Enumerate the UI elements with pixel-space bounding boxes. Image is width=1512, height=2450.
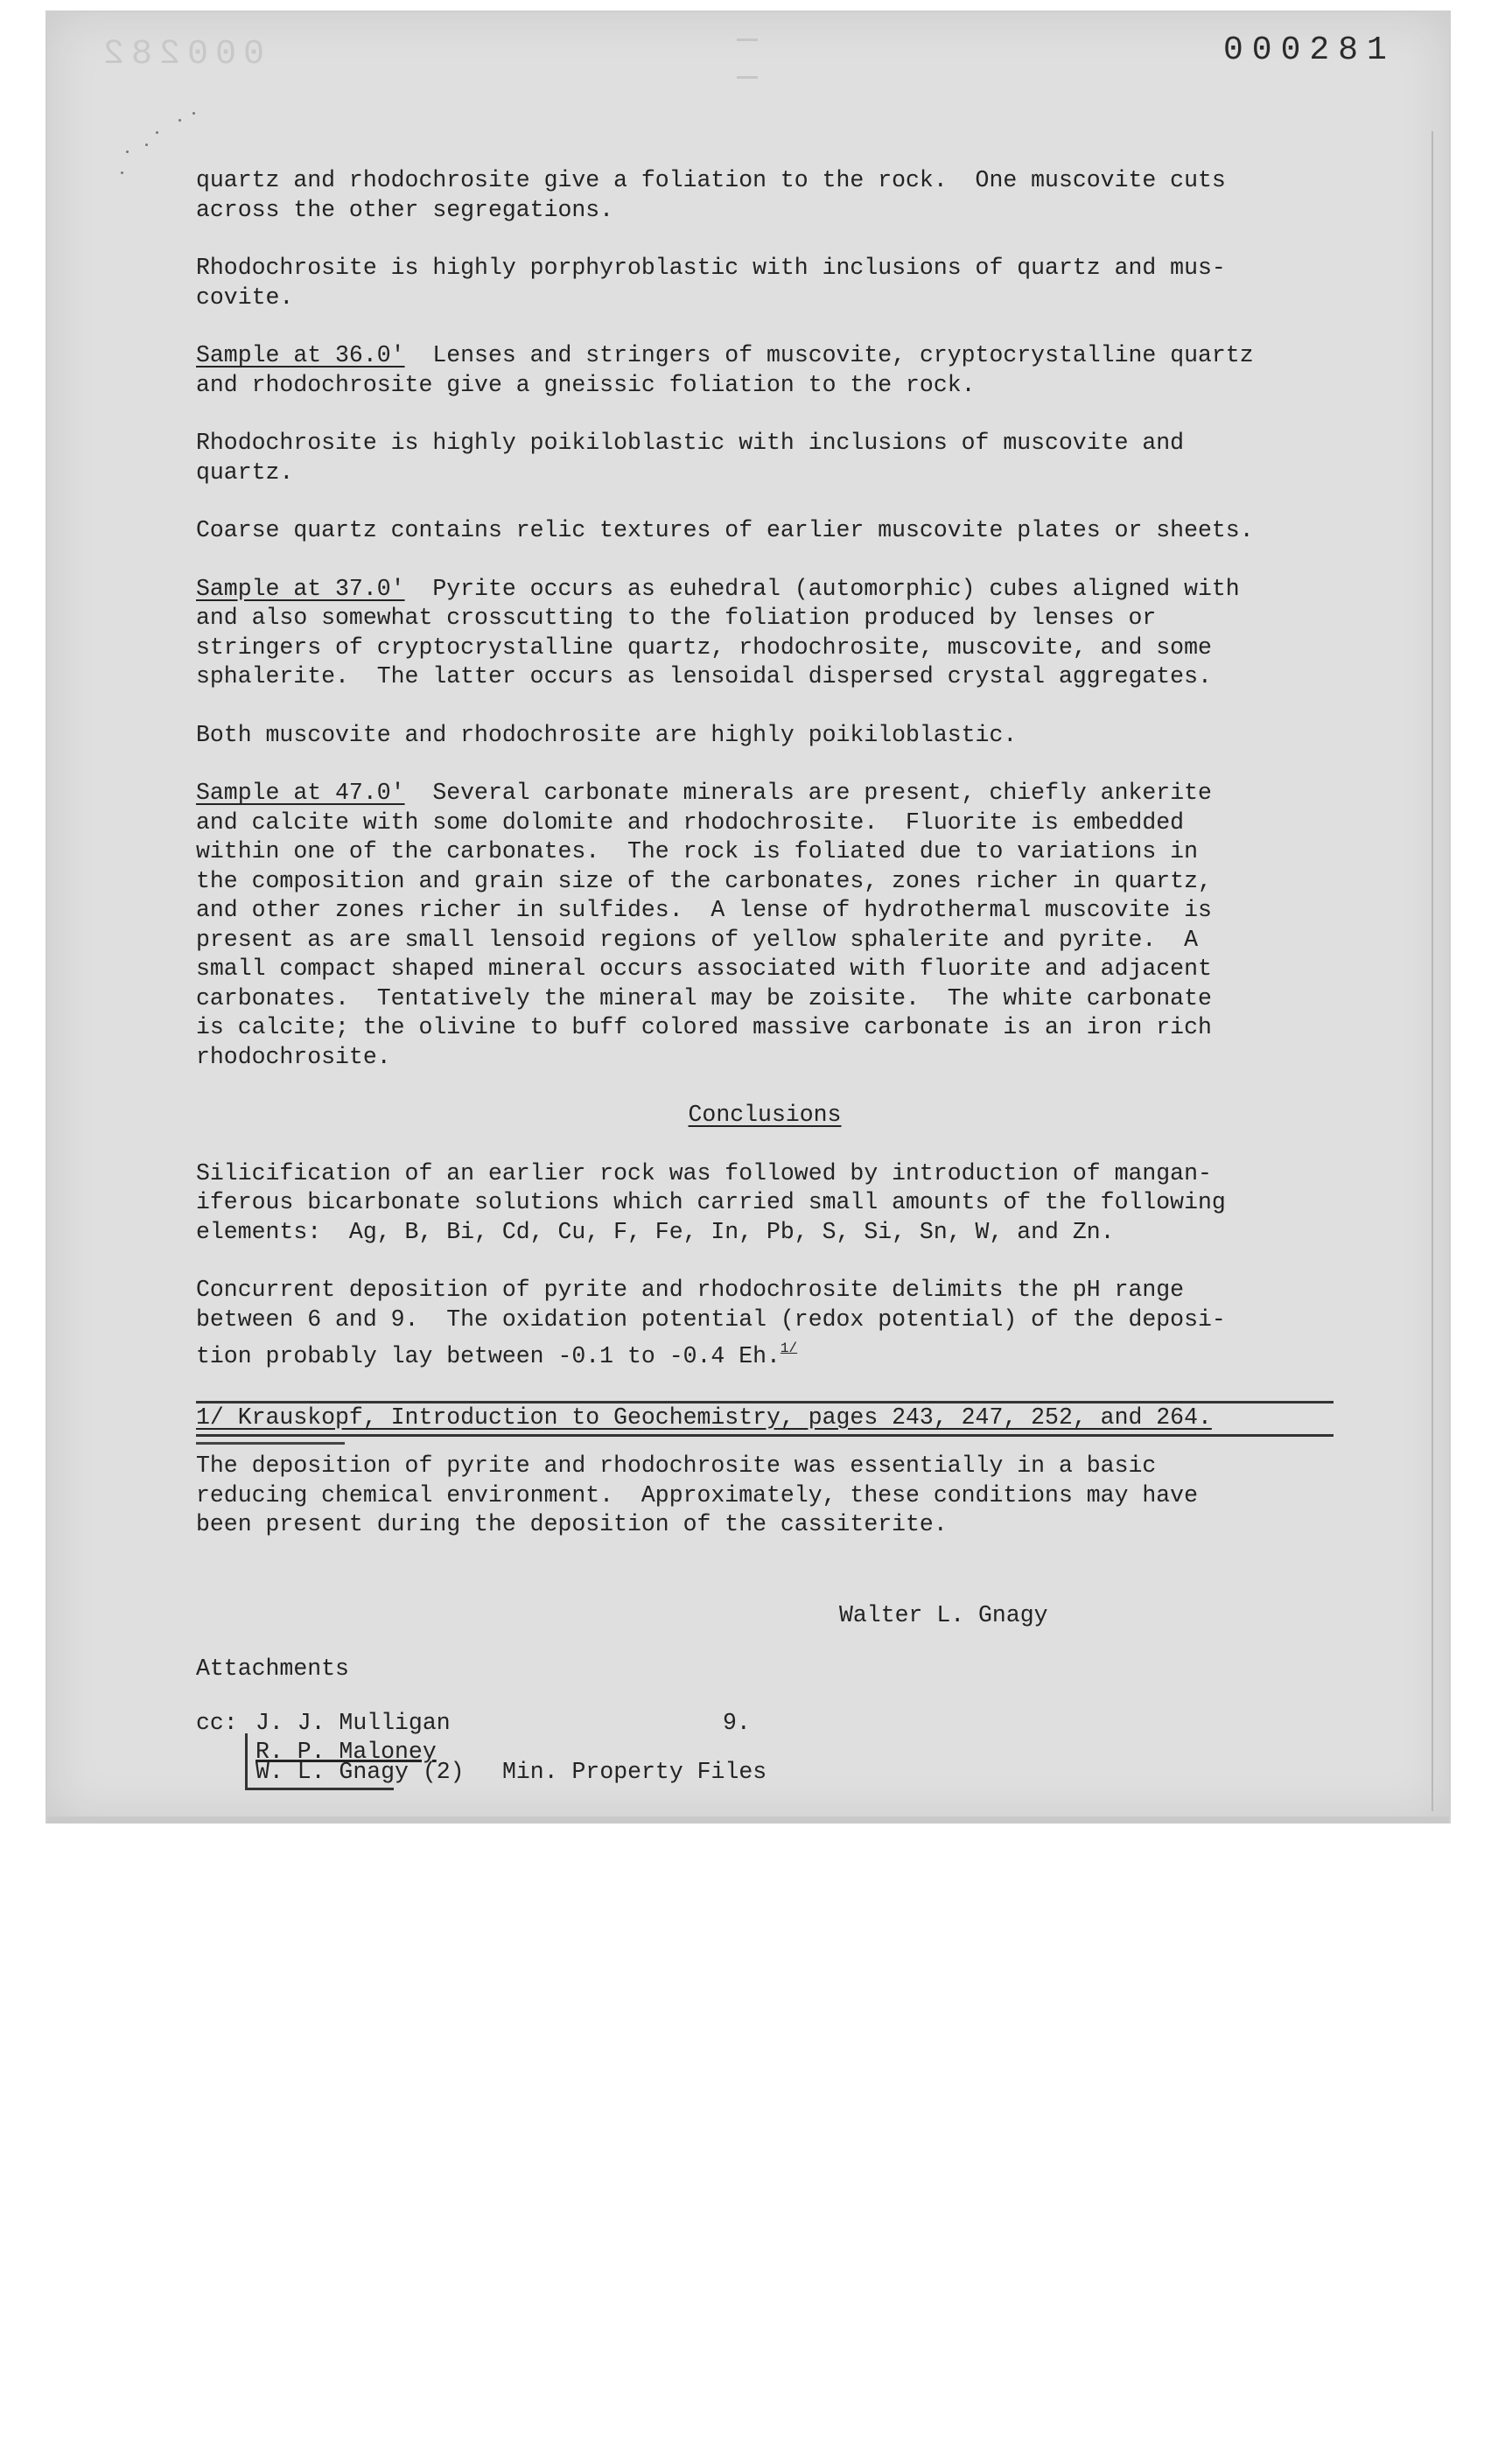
footnote: 1/ Krauskopf, Introduction to Geochemistry, pages 243, 247, 252, and 264. <box>196 1401 1334 1438</box>
document-body <box>196 166 1334 1814</box>
sample-text: Pyrite occurs as euhedral (automorphic) cubes aligned with and also somewhat crosscutting to the foliation produced by lenses or stringers of cryptocrystalline quartz, rhodochrosite, muscovite, and some sphalerite. The latter occurs as lensoidal dispersed crystal aggregates. <box>196 575 1240 690</box>
speck <box>156 131 158 134</box>
conclusions-heading: Conclusions <box>688 1102 842 1128</box>
sample-label: Sample at 37.0' <box>196 575 405 602</box>
footnote-marker: 1/ <box>780 1340 798 1356</box>
paragraph: Coarse quartz contains relic textures of earlier muscovite plates or sheets. <box>196 517 1254 543</box>
speck <box>192 112 195 115</box>
bleed-through-mark <box>737 38 758 79</box>
scan-specks <box>114 105 201 184</box>
speck <box>121 172 123 174</box>
conclusion-paragraph: Silicification of an earlier rock was followed by introduction of mangan- iferous bicarbonate solutions which carried small amounts of the following elements: Ag, B, Bi, Cd, Cu, F, Fe, In, Pb, S, Si, Sn, W, and Zn. <box>196 1159 1226 1245</box>
conclusion-paragraph: The deposition of pyrite and rhodochrosite was essentially in a basic reducing chemical environment. Approximately, these conditions may have been present during the deposition of the cassiterite. <box>196 1452 1198 1537</box>
paragraph: quartz and rhodochrosite give a foliation to the rock. One muscovite cuts across the other segregations. <box>196 167 1226 223</box>
cc-recipient: J. J. Mulligan <box>256 1709 451 1736</box>
paragraph: Rhodochrosite is highly poikiloblastic with inclusions of muscovite and quartz. <box>196 430 1185 486</box>
section-heading <box>196 1101 1334 1130</box>
cc-recipient: Min. Property Files <box>502 1758 767 1785</box>
cc-label: cc: <box>196 1709 238 1736</box>
scan-shadow <box>47 1816 1449 1824</box>
sample-paragraph <box>196 575 1334 692</box>
cc-recipient: W. L. Gnagy (2) <box>256 1758 465 1785</box>
speck <box>178 119 181 122</box>
paragraph: Both muscovite and rhodochrosite are highly poikiloblastic. <box>196 721 1018 748</box>
sample-paragraph <box>196 341 1334 400</box>
footnote-rule <box>196 1442 345 1445</box>
conclusion-paragraph <box>196 1276 1334 1372</box>
sample-text: Lenses and stringers of muscovite, cryptocrystalline quartz and rhodochrosite give a gneissic foliation to the rock. <box>196 342 1254 398</box>
sample-label: Sample at 47.0' <box>196 780 405 806</box>
speck <box>126 150 129 153</box>
handwritten-underline <box>245 1788 394 1790</box>
attachments-label: Attachments <box>196 1656 349 1682</box>
signature: Walter L. Gnagy <box>839 1601 1048 1628</box>
document-number: 000281 <box>1223 32 1396 69</box>
page-number: 9. <box>723 1709 751 1736</box>
paragraph: Rhodochrosite is highly porphyroblastic with inclusions of quartz and mus- covite. <box>196 255 1226 311</box>
bleed-through-number: 000282 <box>96 35 265 74</box>
cc-recipient: R. P. Maloney <box>256 1738 437 1765</box>
speck <box>145 144 148 146</box>
scan-edge <box>1432 131 1433 1811</box>
sample-text: Several carbonate minerals are present, chiefly ankerite and calcite with some dolomite and rhodochrosite. Fluorite is embedded within one of the carbonates. The rock is foliated due to variations in the composition and grain size of the carbonates, zones richer in quartz, and other zones richer in sulfides. A lense of hydrothermal muscovite is present as are small lensoid regions of yellow sphalerite and pyrite. A small compact shaped mineral occurs associated with fluorite and adjacent carbonates. Tentatively the mineral may be zoisite. The white carbonate is calcite; the olivine to buff colored massive carbonate is an iron rich rhodochrosite. <box>196 780 1212 1070</box>
sample-label: Sample at 36.0' <box>196 342 405 368</box>
cc-list <box>196 1709 1334 1814</box>
conclusion-text: Concurrent deposition of pyrite and rhodochrosite delimits the pH range between 6 and 9. The oxidation potential (redox potential) of the deposi- tion probably lay between -0.1 to -0.4 Eh. <box>196 1277 1226 1369</box>
sample-paragraph <box>196 779 1334 1072</box>
